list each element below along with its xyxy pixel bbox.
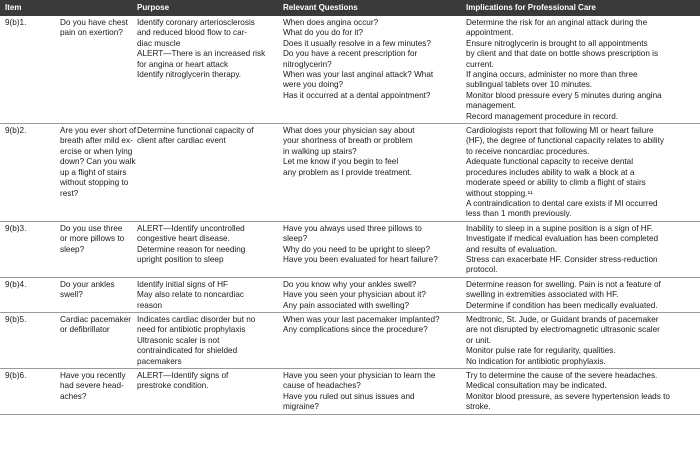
cell-relevant-questions	[278, 312, 461, 368]
cell-item: 9(b)5.	[0, 312, 55, 368]
cell-line: stroke.	[466, 402, 491, 412]
cell-relevant-questions	[278, 16, 461, 124]
cell-line: contraindicated for shielded	[137, 346, 238, 356]
cell-line: management.	[466, 101, 517, 111]
cell-question	[55, 312, 132, 368]
cell-line: migraine?	[283, 402, 319, 412]
cell-line: current.	[466, 59, 494, 69]
cell-line: When does angina occur?	[283, 18, 379, 27]
cell-question	[55, 16, 132, 124]
cell-line: Monitor blood pressure every 5 minutes during angina	[466, 90, 662, 100]
cell-line: or defibrillator	[60, 325, 110, 335]
cell-line: sleep?	[283, 234, 308, 244]
cell-line: Do you have a recent prescription for	[283, 49, 418, 59]
cell-line: Have you been evaluated for heart failure?	[283, 254, 438, 264]
cell-line: and reduced blood flow to car-	[137, 28, 248, 38]
cell-line: pain on exertion?	[60, 28, 123, 38]
cell-line: were you doing?	[283, 80, 344, 90]
cell-purpose	[132, 221, 278, 277]
cell-purpose	[132, 277, 278, 312]
cell-line: Do your ankles	[60, 279, 115, 289]
cell-line: Any pain associated with swelling?	[283, 300, 410, 310]
cell-line: moderate speed or ability to climb a flight of stairs	[466, 178, 646, 188]
cell-line: diac muscle	[137, 38, 181, 48]
cell-line: without stopping to	[60, 178, 129, 188]
cell-line: ALERT—There is an increased risk	[137, 49, 266, 59]
cell-line: reason	[137, 300, 163, 310]
cell-line: Identify nitroglycerin therapy.	[137, 70, 242, 80]
cell-line: Determine if condition has been medically evaluated.	[466, 300, 658, 310]
cell-line: appointment.	[466, 28, 514, 38]
cell-implications	[461, 16, 700, 124]
cell-question	[55, 369, 132, 415]
cell-line: ALERT—Identify signs of	[137, 371, 229, 380]
cell-line: Have you recently	[60, 371, 126, 380]
cell-line: swell?	[60, 290, 83, 300]
cell-line: No indication for antibiotic prophylaxis.	[466, 356, 606, 366]
cell-line: for angina or heart attack	[137, 59, 229, 69]
cell-line: any problem as I provide treatment.	[283, 167, 412, 177]
cell-line: (HF), the degree of functional capacity relates to ability	[466, 136, 664, 146]
cell-line: Let me know if you begin to feel	[283, 157, 399, 167]
cell-line: Do you have chest	[60, 18, 128, 27]
cell-line: Determine functional capacity of	[137, 126, 254, 136]
cell-relevant-questions	[278, 277, 461, 312]
cell-line: Have you seen your physician about it?	[283, 290, 426, 300]
table-row	[0, 277, 700, 312]
table-row	[0, 369, 700, 415]
cell-line: upright position to sleep	[137, 254, 224, 264]
cell-line: Ultrasonic scaler is not	[137, 335, 220, 345]
table-header-row	[0, 0, 700, 16]
cell-line: up a flight of stairs	[60, 167, 127, 177]
cell-line: ercise or when lying	[60, 146, 133, 156]
cell-line: When was your last pacemaker implanted?	[283, 314, 440, 324]
cell-line: Indicates cardiac disorder but no	[137, 314, 256, 324]
cell-purpose	[132, 369, 278, 415]
cell-line: Inability to sleep in a supine position is a sign of HF.	[466, 223, 654, 233]
cell-line: aches?	[60, 391, 87, 401]
cell-implications	[461, 277, 700, 312]
cell-question	[55, 124, 136, 222]
cell-implications	[461, 124, 700, 222]
table-row	[0, 124, 700, 222]
cell-line: Has it occurred at a dental appointment?	[283, 90, 431, 100]
cell-line: Are you ever short of	[60, 126, 136, 136]
table-row	[0, 221, 700, 277]
cell-line: When was your last anginal attack? What	[283, 70, 434, 80]
header-implications: Implications for Professional Care	[461, 0, 700, 16]
cell-line: by client and that date on bottle shows prescription is	[466, 49, 659, 59]
cell-line: rest?	[60, 188, 79, 198]
cell-line: What do you do for it?	[283, 28, 364, 38]
header-relevant-questions: Relevant Questions	[278, 0, 461, 16]
cell-line: without stopping.¹¹	[466, 188, 533, 198]
cell-item: 9(b)3.	[0, 221, 55, 277]
cell-line: Medical consultation may be indicated.	[466, 381, 607, 391]
cell-line: need for antibiotic prophylaxis	[137, 325, 246, 335]
cell-line: Monitor pulse rate for regularity, qualities.	[466, 346, 616, 356]
cell-line: are not disrupted by electromagnetic ultrasonic scaler	[466, 325, 660, 335]
cell-line: Medtronic, St. Jude, or Guidant brands of pacemaker	[466, 314, 659, 324]
cell-implications	[461, 312, 700, 368]
cell-line: Determine the risk for an anginal attack during the	[466, 18, 648, 27]
cell-line: If angina occurs, administer no more than three	[466, 70, 638, 80]
cell-line: prestroke condition.	[137, 381, 209, 391]
cell-line: protocol.	[466, 265, 498, 275]
cell-relevant-questions	[278, 221, 461, 277]
cell-line: Investigate if medical evaluation has been completed	[466, 234, 659, 244]
cell-purpose	[132, 312, 278, 368]
cell-line: What does your physician say about	[283, 126, 415, 136]
cell-line: pacemakers	[137, 356, 182, 366]
cell-line: sublingual tablets over 10 minutes.	[466, 80, 593, 90]
cell-line: May also relate to noncardiac	[137, 290, 244, 300]
cell-purpose	[132, 124, 278, 222]
cell-question	[55, 277, 132, 312]
cell-line: Record management procedure in record.	[466, 111, 619, 121]
cell-line: ALERT—Identify uncontrolled	[137, 223, 245, 233]
cell-line: Try to determine the cause of the severe headaches.	[466, 371, 658, 380]
cell-line: Have you ruled out sinus issues and	[283, 391, 415, 401]
cell-implications	[461, 369, 700, 415]
cell-relevant-questions	[278, 124, 461, 222]
cell-line: Have you always used three pillows to	[283, 223, 422, 233]
cell-item: 9(b)2.	[0, 124, 55, 222]
cell-line: swelling in extremities associated with HF.	[466, 290, 619, 300]
cell-line: Identify initial signs of HF	[137, 279, 229, 289]
cell-line: Cardiac pacemaker	[60, 314, 131, 324]
cell-line: Cardiologists report that following MI or heart failure	[466, 126, 654, 136]
cell-line: cause of headaches?	[283, 381, 361, 391]
cell-line: Stress can exacerbate HF. Consider stress-reduction	[466, 254, 658, 264]
table-row	[0, 312, 700, 368]
cell-line: Do you use three	[60, 223, 123, 233]
header-purpose: Purpose	[132, 0, 278, 16]
cell-line: sleep?	[60, 244, 85, 254]
cell-line: Why do you need to be upright to sleep?	[283, 244, 431, 254]
cell-line: had severe head-	[60, 381, 124, 391]
cell-line: Determine reason for swelling. Pain is not a feature of	[466, 279, 661, 289]
cell-relevant-questions	[278, 369, 461, 415]
cell-question	[55, 221, 132, 277]
cell-item: 9(b)1.	[0, 16, 55, 124]
cell-line: or more pillows to	[60, 234, 125, 244]
cell-line: A contraindication to dental care exists if MI occurred	[466, 198, 658, 208]
cell-line: or unit.	[466, 335, 492, 345]
cell-item: 9(b)4.	[0, 277, 55, 312]
table-row	[0, 16, 700, 124]
cell-item: 9(b)6.	[0, 369, 55, 415]
cell-line: breath after mild ex-	[60, 136, 133, 146]
cell-line: nitroglycerin?	[283, 59, 332, 69]
header-item: Item	[0, 0, 132, 16]
cell-line: in walking up stairs?	[283, 146, 357, 156]
cell-line: Do you know why your ankles swell?	[283, 279, 417, 289]
cell-line: Monitor blood pressure, as severe hypertension leads to	[466, 391, 670, 401]
cell-line: Ensure nitroglycerin is brought to all appointments	[466, 38, 648, 48]
cell-line: Identify coronary arteriosclerosis	[137, 18, 255, 27]
cell-line: Determine reason for needing	[137, 244, 246, 254]
cell-line: down? Can you walk	[60, 157, 136, 167]
cell-line: Does it usually resolve in a few minutes?	[283, 38, 431, 48]
cell-line: and results of evaluation.	[466, 244, 558, 254]
cell-line: less than 1 month previously.	[466, 209, 572, 219]
cell-line: congestive heart disease.	[137, 234, 230, 244]
cell-line: client after cardiac event	[137, 136, 226, 146]
cell-line: Adequate functional capacity to receive dental	[466, 157, 634, 167]
cell-line: your shortness of breath or problem	[283, 136, 413, 146]
cell-line: Any complications since the procedure?	[283, 325, 428, 335]
cell-line: Have you seen your physician to learn the	[283, 371, 436, 380]
cell-implications	[461, 221, 700, 277]
cell-purpose	[132, 16, 278, 124]
cell-line: procedures includes ability to walk a block at a	[466, 167, 635, 177]
cell-line: to receive noncardiac procedures.	[466, 146, 590, 156]
